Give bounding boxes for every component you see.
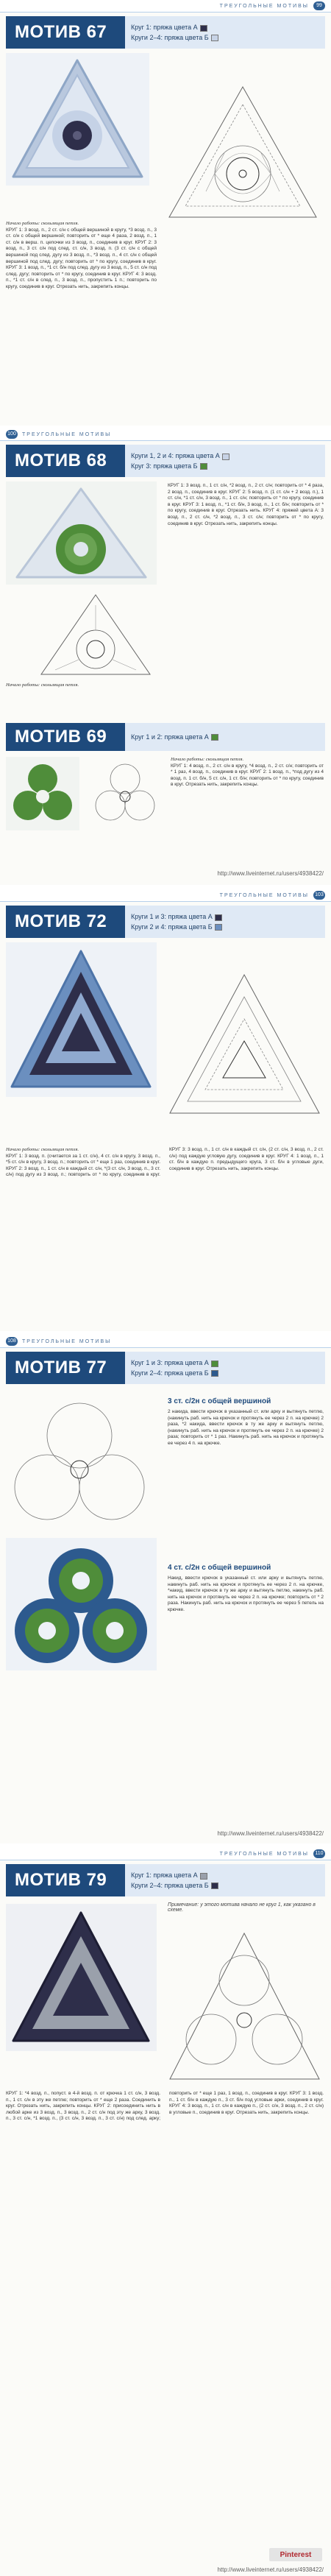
motif-68-start: Начало работы: скользящая петля. xyxy=(6,682,79,688)
motif-67-photo xyxy=(6,53,149,186)
motif-69-diagram xyxy=(88,757,162,830)
watermark: http://www.liveinternet.ru/users/4938422/ xyxy=(217,870,324,877)
motif-79-note: Примечание: у этого мотива начало не круг 1, как указано в схеме. xyxy=(168,1902,316,1913)
motif-69-instructions: Начало работы: скользящая петля. КРУГ 1: 4 возд. п., 2 ст. с/н в кругу, *4 возд. п., 2 ст. с/н; повторить от * 1 раз, 4 возд. п., соединив в круг. КРУГ 2: 1 возд. п., *под дугу из 4 возд. п. 1 ст. б/н, 5 ст. с/н, 1 ст. б/н; повторить от * по кругу, соединив в круг. Отрезать нить, закрепить концы. xyxy=(171,757,324,788)
swatch-icon xyxy=(200,463,207,470)
yarn-legend: Круг 1 и 3: пряжа цвета A Круги 2–4: пряжа цвета Б xyxy=(125,1352,325,1384)
yarn-legend: Круги 1 и 3: пряжа цвета A Круги 2 и 4: пряжа цвета Б xyxy=(125,906,325,938)
motif-68-instructions: КРУГ 1: 3 возд. п., 1 ст. с/н, *2 возд. п., 2 ст. с/н; повторить от * 4 раза, 2 возд. п., соединив в круг. КРУГ 2: 5 возд. п. (1 ст. с/н + 2 возд. п.), 1 ст. с/н, *1 ст. с/н, 3 возд. п., 1 ст. с/н; повторить от * по кругу, соединив в круг. КРУГ 3: 1 возд. п., *1 ст. б/н, 3 возд. п., 1 ст. б/н; повторить от * по кругу, соединив в круг. Отрезать нить. КРУГ 4: пряжей цвета A: 3 возд. п., 2 ст. с/н, *2 возд. п., 3 ст. с/н; повторить от * по кругу, соединив в круг. Отрезать нить, закрепить концы. xyxy=(168,483,324,526)
swatch-icon xyxy=(211,1361,218,1367)
page-motif-68-69 xyxy=(0,428,331,885)
page-number: 103 xyxy=(313,891,325,900)
yarn-legend: Круги 1, 2 и 4: пряжа цвета A Круг 3: пряжа цвета Б xyxy=(125,445,325,477)
motif-77-text-1: 2 накида, ввести крючок в указанный ст. или арку и вытянуть петлю, (накинуть раб. нить на крючок и протянуть ее через 2 п. на крючке) 2 раза, *2 накида, ввести крючок в ту же арку и вытянуть петлю, (накинуть раб. нить на крючок и протянуть ее через 2 п. на крючке) 2 раза; повторить от * 1 раз. Накинуть раб. нить на крючок и протянуть ее через 4 п. на крючке. xyxy=(168,1409,324,1446)
motif-77-diagram xyxy=(6,1391,153,1531)
motif-77-text-2: Накид, ввести крючок в указанный ст. или арку и вытянуть петлю, накинуть раб. нить на крючок и протянуть ее через 2 п. на крючке, *накид, ввести крючок в ту же арку и вытянуть петлю, накинуть раб. нить на крючок и протянуть ее через 2 п. на крючке; повторить от * 2 раза. Накинуть раб. нить на крючок и протянуть ее через 5 петель на крючке. xyxy=(168,1575,324,1612)
swatch-icon xyxy=(222,454,229,460)
swatch-icon xyxy=(200,1873,207,1880)
swatch-icon xyxy=(200,25,207,32)
swatch-icon xyxy=(211,35,218,41)
subheading-4tr: 4 ст. с/2н с общей вершиной xyxy=(168,1564,271,1572)
motif-77-photo xyxy=(6,1538,157,1670)
motif-72-instructions: Начало работы: скользящая петля. КРУГ 1: 3 возд. п. (считается за 1 ст. с/н), 4 ст. с/н в кругу, 3 возд. п., *5 ст. с/н в кругу, 3 возд. п.; повторить от * еще 1 раз, соединив в круг. КРУГ 2: 3 возд. п., 1 ст. с/н в каждый ст. с/н, *(3 ст. с/н, 3 возд. п., 3 ст. с/н) под дугу из 3 возд. п.; повторить от * по кругу, соединив в круг. КРУГ 3: 3 возд. п., 1 ст. с/н в каждый ст. с/н, (2 ст. с/н, 3 возд. п., 2 ст. с/н) под каждую угловую дугу, соединив в круг. КРУГ 4: 1 возд. п., 1 ст. б/н в каждую п. предыдущего круга, 3 ст. б/н в угловые дуги, соединив в круг. Отрезать нить, закрепить концы. xyxy=(6,1147,324,1178)
motif-title: МОТИВ 72 xyxy=(6,906,125,938)
watermark: http://www.liveinternet.ru/users/4938422/ xyxy=(217,2566,324,2573)
motif-69-header xyxy=(6,723,325,751)
running-head xyxy=(0,428,331,441)
running-head-text: ТРЕУГОЛЬНЫЕ МОТИВЫ xyxy=(22,431,112,437)
page-motif-77 xyxy=(0,1335,331,1843)
page-number: 110 xyxy=(313,1849,325,1858)
motif-72-photo xyxy=(6,942,157,1097)
motif-68-header xyxy=(6,445,325,477)
motif-79-photo xyxy=(6,1904,157,2051)
motif-79-header xyxy=(6,1864,325,1896)
motif-67-instructions: Начало работы: скользящая петля. КРУГ 1: 3 возд. п., 2 ст. с/н с общей вершиной в кругу, *3 возд. п., 3 ст. с/н с общей вершиной; повторить от * еще 4 раза, 2 возд. п., 1 ст. с/н в верш. п. цепочки из 3 возд. п., соединив в круг. КРУГ 2: 3 возд. п., 3 ст. с/н под след. ст. с/н, 3 возд. п. (3 ст. с/н с общей вершиной под след. дугу из 3 возд. п., *3 возд. п., 4 ст. с/н с общей вершиной под след. дугу; повторить от * по кругу, соединив в круг. КРУГ 3: 1 возд. п., *1 ст. б/н под след. дугу из 3 возд. п., 5 ст. с/н под след. дугу; повторить от * по кругу, соединив в круг. КРУГ 4: 3 возд. п., *1 ст. с/н в след. п., 3 возд. п., пропустить 1 п.; повторить по кругу, соединив в круг. Отрезать нить, закрепить концы. xyxy=(6,221,157,289)
page-number: 100 xyxy=(6,430,18,439)
swatch-icon xyxy=(211,1882,218,1889)
motif-title: МОТИВ 79 xyxy=(6,1864,125,1896)
running-head-text: ТРЕУГОЛЬНЫЕ МОТИВЫ xyxy=(22,1338,112,1344)
page-number: 99 xyxy=(313,1,325,10)
motif-67-diagram xyxy=(162,81,324,225)
page-number: 108 xyxy=(6,1337,18,1346)
motif-title: МОТИВ 69 xyxy=(6,723,125,751)
running-head xyxy=(0,1848,331,1860)
motif-title: МОТИВ 68 xyxy=(6,445,125,477)
running-head-text: ТРЕУГОЛЬНЫЕ МОТИВЫ xyxy=(219,1851,309,1857)
yarn-legend: Круг 1: пряжа цвета A Круги 2–4: пряжа цвета Б xyxy=(125,16,325,49)
yarn-legend: Круг 1: пряжа цвета A Круги 2–4: пряжа цвета Б xyxy=(125,1864,325,1896)
swatch-icon xyxy=(211,734,218,741)
swatch-icon xyxy=(215,924,222,931)
motif-72-header xyxy=(6,906,325,938)
running-head xyxy=(0,889,331,902)
subheading-3tr: 3 ст. с/2н с общей вершиной xyxy=(168,1397,271,1405)
pinterest-badge[interactable]: Pinterest xyxy=(269,2548,322,2561)
motif-68-photo xyxy=(6,481,157,585)
motif-68-diagram xyxy=(37,590,154,679)
running-head-text: ТРЕУГОЛЬНЫЕ МОТИВЫ xyxy=(219,892,309,898)
motif-72-diagram xyxy=(166,970,324,1118)
yarn-legend: Круг 1 и 2: пряжа цвета A xyxy=(125,723,325,751)
motif-title: МОТИВ 67 xyxy=(6,16,125,49)
motif-77-header xyxy=(6,1352,325,1384)
swatch-icon xyxy=(211,1370,218,1377)
running-head xyxy=(0,0,331,13)
motif-79-diagram xyxy=(166,1929,324,2083)
swatch-icon xyxy=(215,914,222,921)
page-motif-72 xyxy=(0,889,331,1331)
motif-79-instructions: КРУГ 1: *4 возд. п., попуст. в 4-й возд. п. от крючка 1 ст. с/н, 3 возд. п., 1 ст. с/н в эту же петлю; повторить от * еще 2 раза. Соединить в круг. Отрезать нить, закрепить концы. КРУГ 2: присоединить нить в любой арке из 3 возд. п., 3 возд. п., 2 ст. с/н под эту же арку, 3 возд. п., 3 ст. с/н, *1 возд. п., (3 ст. с/н, 3 возд. п., 3 ст. с/н) под след. арку; повторить от * еще 1 раз, 1 возд. п., соединив в круг. КРУГ 3: 1 возд. п., 1 ст. б/н в каждую п., 3 ст. б/н под угловые арки, соединив в круг. КРУГ 4: 3 возд. п., 1 ст. с/н в каждую п., (2 ст. с/н, 3 возд. п., 2 ст. с/н) в угловые п., соединив в круг. Отрезать нить, закрепить концы. xyxy=(6,2091,324,2122)
page-motif-67 xyxy=(0,0,331,426)
running-head xyxy=(0,1335,331,1348)
motif-69-photo xyxy=(6,757,79,830)
motif-title: МОТИВ 77 xyxy=(6,1352,125,1384)
running-head-text: ТРЕУГОЛЬНЫЕ МОТИВЫ xyxy=(219,3,309,9)
motif-67-header xyxy=(6,16,325,49)
watermark: http://www.liveinternet.ru/users/4938422/ xyxy=(217,1830,324,1837)
page-motif-79 xyxy=(0,1848,331,2576)
